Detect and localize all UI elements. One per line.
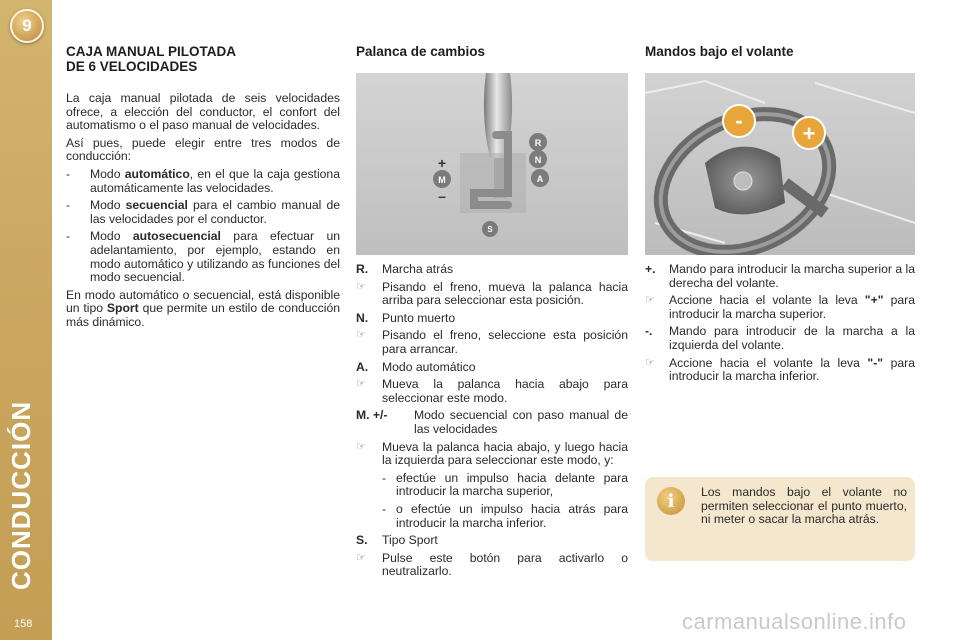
sport-paragraph: En modo automático o secuencial, está disponible un tipo Sport que permite un estilo de conducción más dinámico. (66, 287, 340, 329)
item-s-instruction: ☞ Pulse este botón para activarlo o neutralizarlo. (356, 550, 628, 579)
svg-text:M: M (438, 175, 446, 185)
gate-label-a (531, 169, 549, 187)
section-title (66, 44, 340, 74)
modes-intro: Así pues, puede elegir entre tres modos de conducción: (66, 135, 340, 164)
intro-paragraph: La caja manual pilotada de seis velocidades ofrece, a elección del conductor, el confort del automatismo o el paso manual de velocidades. (66, 91, 340, 133)
sub-item-downshift: - o efectúe un impulso hacia atrás para introducir la marcha inferior. (382, 501, 628, 530)
sub-item-upshift: - efectúe un impulso hacia delante para introducir la marcha superior, (382, 470, 628, 499)
section-title-line-1: CAJA MANUAL PILOTADA (66, 44, 236, 59)
page-number: 158 (14, 618, 33, 630)
gear-positions-list (356, 263, 628, 583)
gear-lever-heading: Palanca de cambios (356, 44, 486, 59)
item-minus-instruction: ☞ Accione hacia el volante la leva "-" para introducir la marcha inferior. (645, 355, 915, 384)
hand-pointer-icon: ☞ (356, 280, 366, 293)
item-plus: +. Mando para introducir la marcha superior a la derecha del volante. (645, 262, 915, 290)
item-minus: -. Mando para introducir de la marcha a la izquierda del volante. (645, 324, 915, 352)
chapter-number: 9 (22, 16, 32, 35)
gate-label-n (529, 150, 547, 168)
paddle-plus (793, 117, 825, 149)
item-m-instruction: ☞ Mueva la palanca hacia abajo, y luego hacia la izquierda para seleccionar este modo, y: (356, 439, 628, 468)
svg-text:N: N (534, 155, 542, 165)
hand-pointer-icon: ☞ (356, 551, 366, 564)
item-n: N. Punto muerto (356, 310, 456, 325)
gate-label-minus: – (438, 188, 446, 204)
info-icon: i (657, 487, 685, 515)
watermark: carmanualsonline.info (682, 609, 907, 634)
svg-text:+: + (802, 121, 816, 146)
info-note-text: Los mandos bajo el volante no permiten seleccionar el punto muerto, ni meter o sacar la marcha atrás. (701, 485, 907, 527)
paddle-minus (723, 105, 755, 137)
gate-label-plus: + (437, 155, 447, 171)
chapter-sidebar (0, 0, 52, 640)
gear-lever-svg (356, 73, 628, 255)
mode-item-autosequential: - Modo autosecuencial para efectuar un adelantamiento, por ejemplo, estando en modo automático y utilizando as funciones del modo secuencial. (66, 229, 340, 285)
steering-controls-heading: Mandos bajo el volante (645, 44, 794, 59)
hand-pointer-icon: ☞ (645, 294, 655, 307)
item-r-instruction: ☞ Pisando el freno, mueva la palanca hacia arriba para seleccionar esta posición. (356, 279, 628, 308)
gate-label-m (433, 170, 451, 188)
steering-wheel-illustration (645, 73, 915, 255)
mode-item-automatic: - Modo automático, en el que la caja gestiona automáticamente las velocidades. (66, 166, 340, 195)
svg-text:S: S (487, 225, 493, 234)
hand-pointer-icon: ☞ (356, 440, 366, 453)
section-title-line-2: DE 6 VELOCIDADES (66, 59, 198, 74)
chapter-badge (10, 9, 44, 43)
intro-column (66, 44, 340, 334)
gate-label-s (482, 221, 498, 237)
item-r: R. Marcha atrás (356, 262, 454, 276)
hand-pointer-icon: ☞ (356, 378, 366, 391)
item-a-instruction: ☞ Mueva la palanca hacia abajo para seleccionar este modo. (356, 377, 628, 405)
gate-label-r (529, 133, 547, 151)
item-m: M. +/- Modo secuencial con paso manual de las velocidades (356, 408, 628, 436)
svg-text:-: - (735, 108, 743, 133)
gear-lever-illustration (356, 73, 628, 255)
chapter-title: CONDUCCIÓN (6, 400, 36, 590)
item-n-instruction: ☞ Pisando el freno, seleccione esta posición para arrancar. (356, 328, 628, 356)
steering-controls-list (645, 263, 915, 388)
info-note (645, 477, 915, 561)
hand-pointer-icon: ☞ (356, 329, 366, 342)
steering-wheel-svg (645, 73, 915, 255)
item-a: A. Modo automático (356, 359, 476, 374)
svg-text:R: R (534, 138, 542, 148)
svg-text:A: A (536, 174, 544, 184)
mode-item-sequential: - Modo secuencial para el cambio manual de las velocidades por el conductor. (66, 198, 340, 226)
item-s: S. Tipo Sport (356, 533, 438, 548)
hand-pointer-icon: ☞ (645, 356, 655, 369)
item-plus-instruction: ☞ Accione hacia el volante la leva "+" para introducir la marcha superior. (645, 293, 915, 321)
